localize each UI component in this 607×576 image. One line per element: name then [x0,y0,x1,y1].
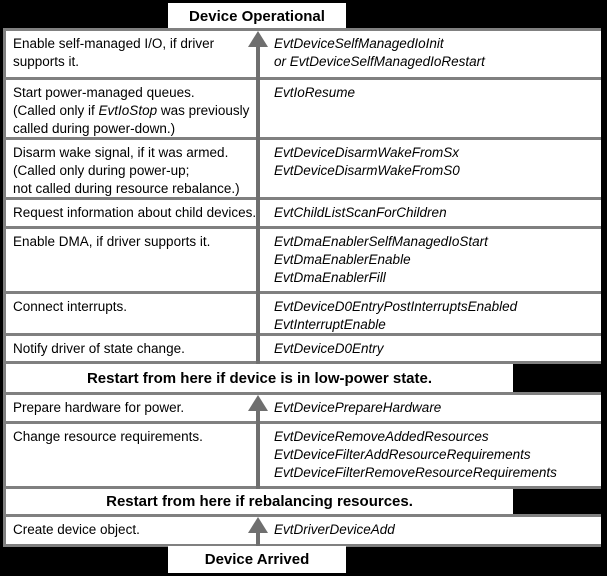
callback-names: EvtDeviceDisarmWakeFromSx EvtDeviceDisarmWakeFromS0 [274,145,460,178]
step-description: Disarm wake signal, if it was armed. (Called only during power-up; not called during resource rebalance.) [13,145,240,196]
step-description: Request information about child devices. [13,205,257,220]
up-arrow-icon [248,31,268,47]
callback-names: EvtDmaEnablerSelfManagedIoStart EvtDmaEnablerEnable EvtDmaEnablerFill [274,234,488,285]
up-arrow-icon [248,517,268,533]
callback-names: EvtDriverDeviceAdd [274,522,395,537]
callback-names: EvtIoResume [274,85,356,100]
table-row-notify-state-change [6,336,601,361]
step-description: Change resource requirements. [13,429,203,444]
restart-banner-rebalancing-text: Restart from here if rebalancing resources. [106,493,413,510]
step-description: Connect interrupts. [13,299,128,314]
restart-banner-rebalancing [6,489,601,514]
step-description: Prepare hardware for power. [13,400,185,415]
restart-banner-low-power [6,364,601,392]
callback-names: EvtDeviceD0EntryPostInterruptsEnabled EvtInterruptEnable [274,299,518,332]
table-row-create-device-object [6,517,601,544]
device-operational-text: Device Operational [189,8,325,25]
table-row-request-child-devices [6,200,601,226]
callback-names: EvtChildListScanForChildren [274,205,447,220]
step-description: Enable DMA, if driver supports it. [13,234,211,249]
restart-banner-low-power-text: Restart from here if device is in low-power state. [86,369,433,387]
table-row-disarm-wake-signal [6,140,601,197]
callback-names: EvtDeviceRemoveAddedResources EvtDeviceFilterAddResourceRequirements EvtDeviceFilterRemoveResourceRequirements [274,429,557,480]
inline-callback-ref: EvtIoStop [98,103,158,118]
table-row-enable-self-managed-io [6,31,601,77]
callback-names: EvtDeviceD0Entry [274,341,384,356]
step-description: Enable self-managed I/O, if driver supports it. [13,36,215,69]
device-arrived-label [168,546,346,573]
sequence-table [3,28,601,547]
device-arrived-text: Device Arrived [204,551,310,568]
step-description: Start power-managed queues. (Called only if EvtIoStop was previously called during power-down.) [13,85,250,136]
callback-names: EvtDevicePrepareHardware [274,400,442,415]
table-row-connect-interrupts [6,294,601,333]
table-row-prepare-hardware [6,395,601,421]
up-arrow-shaft-middle-segment [256,408,260,489]
up-arrow-icon [248,395,268,411]
callback-names: EvtDeviceSelfManagedIoInit or EvtDeviceSelfManagedIoRestart [274,36,485,69]
up-arrow-shaft-top-segment [256,44,260,364]
device-operational-label [168,3,346,30]
table-row-change-resource-requirements [6,424,601,486]
step-description: Create device object. [13,522,140,537]
table-row-enable-dma [6,229,601,291]
table-row-start-power-managed-queues [6,80,601,137]
step-description: Notify driver of state change. [13,341,185,356]
